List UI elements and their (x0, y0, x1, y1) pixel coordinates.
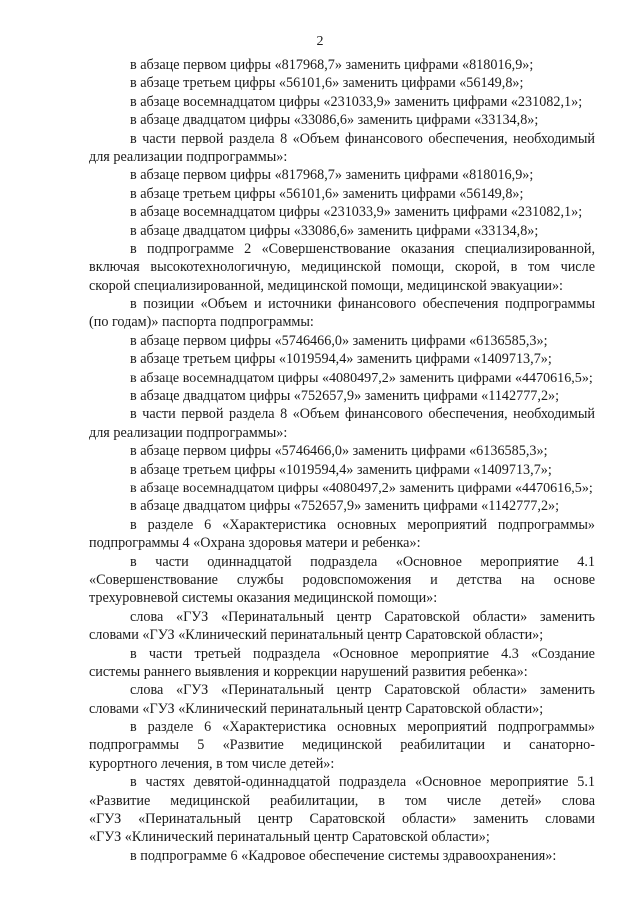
text-line: в подпрограмме 2 «Совершенствование оказания специализированной, (130, 240, 595, 257)
text-line: в абзаце двадцатом цифры «752657,9» заменить цифрами «1142777,2»; (130, 388, 560, 405)
text-line: «Совершенствование службы родовспоможения и детства на основе (89, 571, 595, 588)
text-line: для реализации подпрограммы»: (89, 148, 288, 165)
text-line: в части первой раздела 8 «Объем финансового обеспечения, необходимый (130, 130, 595, 147)
text-line: в абзаце двадцатом цифры «752657,9» заменить цифрами «1142777,2»; (130, 498, 560, 515)
text-line: в части одиннадцатой подраздела «Основное мероприятие 4.1 (130, 553, 595, 570)
text-line: словами «ГУЗ «Клинический перинатальный центр Саратовской области»; (89, 627, 544, 644)
text-line: в абзаце восемнадцатом цифры «4080497,2» заменить цифрами «4470616,5»; (130, 479, 593, 496)
text-line: трехуровневой системы оказания медицинской помощи»: (89, 590, 438, 607)
document-body (89, 56, 595, 865)
text-line: «ГУЗ «Перинатальный центр Саратовской области» заменить словами (89, 811, 595, 828)
text-line: в частях девятой-одиннадцатой подраздела «Основное мероприятие 5.1 (130, 774, 595, 791)
text-line: в абзаце третьем цифры «1019594,4» заменить цифрами «1409713,7»; (130, 351, 552, 368)
text-line: в абзаце первом цифры «5746466,0» заменить цифрами «6136585,3»; (130, 332, 548, 349)
text-line: «Развитие медицинской реабилитации, в том числе детей» слова (89, 792, 595, 809)
text-line: в абзаце первом цифры «5746466,0» заменить цифрами «6136585,3»; (130, 443, 548, 460)
text-line: в абзаце третьем цифры «56101,6» заменить цифрами «56149,8»; (130, 75, 524, 92)
text-line: в абзаце двадцатом цифры «33086,6» заменить цифрами «33134,8»; (130, 222, 539, 239)
text-line: в позиции «Объем и источники финансового обеспечения подпрограммы (130, 296, 595, 313)
text-line: подпрограммы 5 «Развитие медицинской реабилитации и санаторно- (89, 737, 595, 754)
text-line: в абзаце восемнадцатом цифры «4080497,2» заменить цифрами «4470616,5»; (130, 369, 593, 386)
text-line: в абзаце двадцатом цифры «33086,6» заменить цифрами «33134,8»; (130, 112, 539, 129)
text-line: в абзаце восемнадцатом цифры «231033,9» заменить цифрами «231082,1»; (130, 93, 583, 110)
text-line: в части третьей подраздела «Основное мероприятие 4.3 «Создание (130, 645, 595, 662)
text-line: в абзаце первом цифры «817968,7» заменить цифрами «818016,9»; (130, 167, 534, 184)
text-line: слова «ГУЗ «Перинатальный центр Саратовской области» заменить (130, 682, 595, 699)
text-line: для реализации подпрограммы»: (89, 424, 288, 441)
text-line: в абзаце третьем цифры «56101,6» заменить цифрами «56149,8»; (130, 185, 524, 202)
text-line: слова «ГУЗ «Перинатальный центр Саратовской области» заменить (130, 608, 595, 625)
text-line: «ГУЗ «Клинический перинатальный центр Саратовской области»; (89, 829, 490, 846)
text-line: системы раннего выявления и коррекции нарушений развития ребенка»: (89, 663, 528, 680)
text-line: подпрограммы 4 «Охрана здоровья матери и ребенка»: (89, 535, 421, 552)
text-line: в разделе 6 «Характеристика основных мероприятий подпрограммы» (130, 516, 595, 533)
text-line: словами «ГУЗ «Клинический перинатальный центр Саратовской области»; (89, 700, 544, 717)
text-line: скорой специализированной, медицинской помощи, медицинской эвакуации»: (89, 277, 563, 294)
text-line: (по годам)» паспорта подпрограммы: (89, 314, 314, 331)
text-line: в разделе 6 «Характеристика основных мероприятий подпрограммы» (130, 719, 595, 736)
text-line: в абзаце третьем цифры «1019594,4» заменить цифрами «1409713,7»; (130, 461, 552, 478)
text-line: курортного лечения, в том числе детей»: (89, 755, 335, 772)
text-line: включая высокотехнологичную, медицинской помощи, скорой, в том числе (89, 259, 595, 276)
page-number: 2 (316, 34, 324, 49)
text-line: в подпрограмме 6 «Кадровое обеспечение системы здравоохранения»: (130, 847, 557, 864)
text-line: в части первой раздела 8 «Объем финансового обеспечения, необходимый (130, 406, 595, 423)
text-line: в абзаце восемнадцатом цифры «231033,9» заменить цифрами «231082,1»; (130, 204, 583, 221)
text-line: в абзаце первом цифры «817968,7» заменить цифрами «818016,9»; (130, 57, 534, 73)
